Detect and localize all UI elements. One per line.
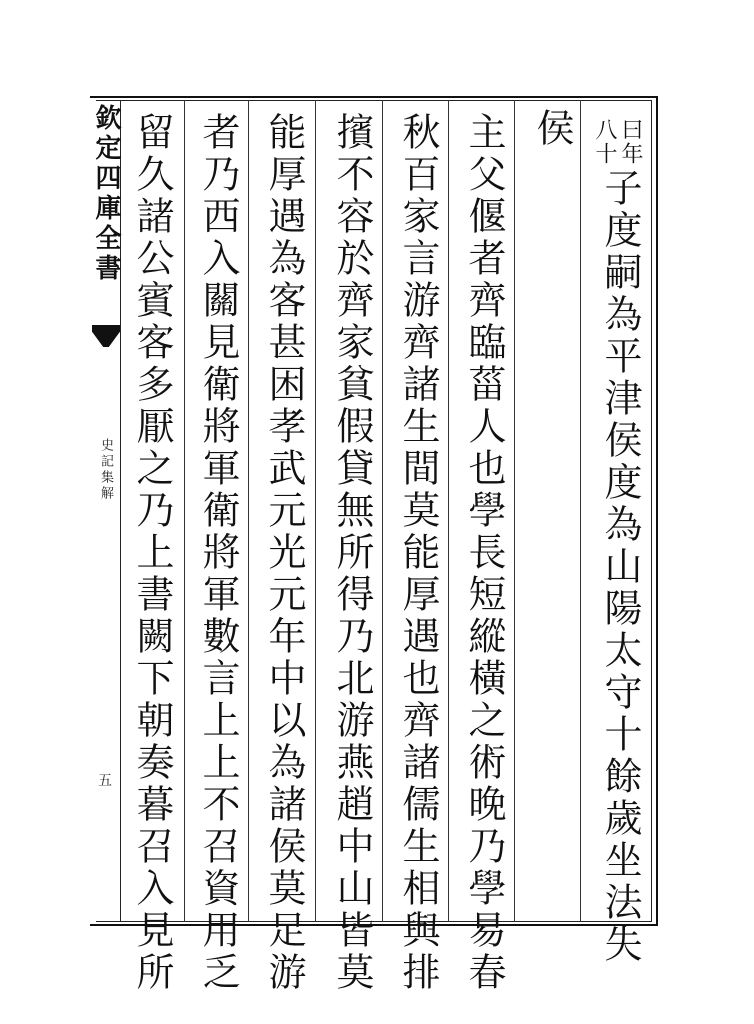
column-rule <box>382 100 383 922</box>
text-column: 主父偃者齊臨菑人也學長短縱橫之術晚乃學易春 <box>462 112 506 994</box>
column-rule <box>315 100 316 922</box>
text-column: 秋百家言游齊諸生間莫能厚遇也齊諸儒生相與排 <box>396 112 440 994</box>
text-column: 擯不容於齊家貧假貸無所得乃北游燕趙中山皆莫 <box>330 112 374 994</box>
text-column: 子度嗣為平津侯度為山陽太守十餘歲坐法失 <box>598 168 642 966</box>
column-rule <box>184 100 185 922</box>
section-name: 史記集解 <box>98 438 113 502</box>
book-title: 欽定四庫全書 <box>91 104 121 284</box>
text-column: 者乃西入關見衛將軍衛將軍數言上上不召資用乏 <box>196 112 240 994</box>
text-column: 留久諸公賓客多厭之乃上書闕下朝奏暮召入見所 <box>130 112 174 994</box>
text-column: 能厚遇為客甚困孝武元光元年中以為諸侯莫足游 <box>262 112 306 994</box>
page-number: 五 <box>98 773 112 789</box>
annotation-left-2: 十 <box>592 142 617 166</box>
column-rule <box>248 100 249 922</box>
column-rule <box>448 100 449 922</box>
text-column: 侯 <box>530 108 574 150</box>
column-rule <box>580 100 581 922</box>
column-rule <box>514 100 515 922</box>
annotation-left: 八 <box>592 118 617 142</box>
annotation-right: 曰 <box>618 118 643 142</box>
annotation-right-2: 年 <box>618 142 643 166</box>
